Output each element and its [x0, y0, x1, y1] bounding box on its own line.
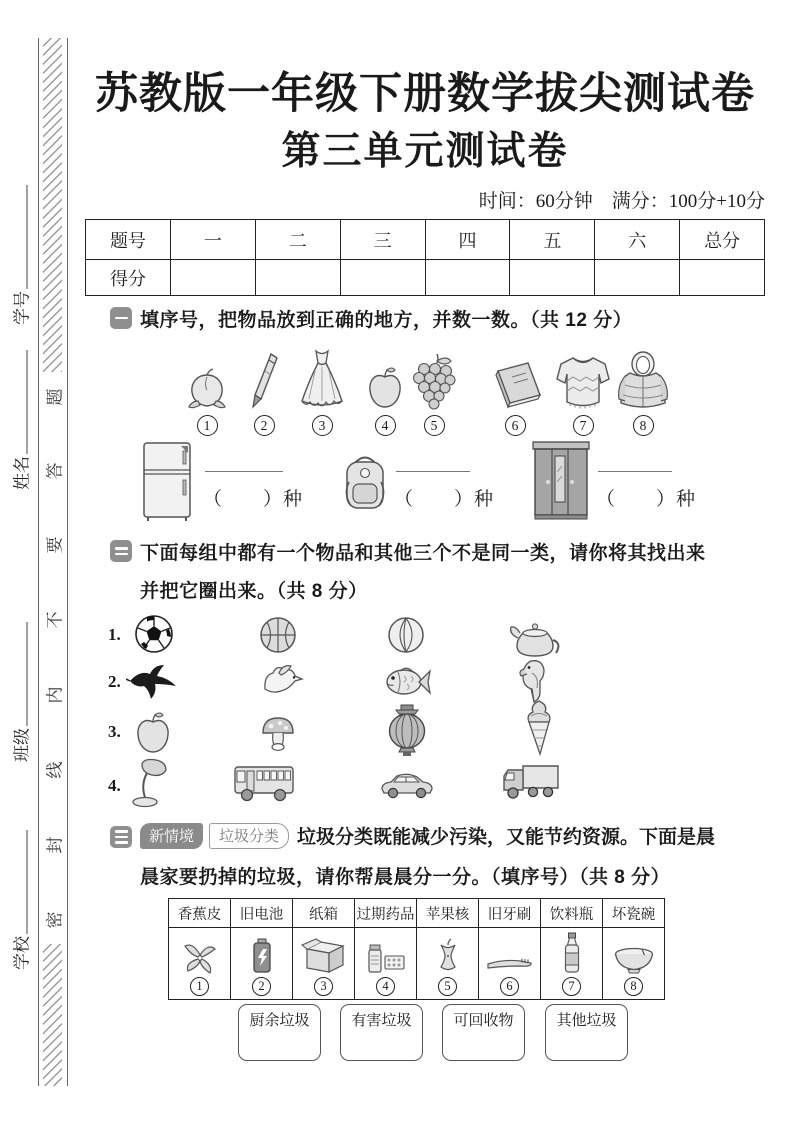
q1-item-number: 8 [633, 415, 654, 436]
q2-row-label: 1. [108, 625, 121, 644]
dress-icon [293, 349, 351, 411]
q1-item-number: 5 [424, 415, 445, 436]
seal-char: 封 [45, 836, 65, 854]
seal-hatch-bottom [43, 944, 62, 1086]
trash-name: 过期药品 [355, 899, 417, 928]
score-table-corner: 题号 [86, 220, 171, 260]
score-row-label: 得分 [86, 260, 171, 296]
bin-harmful-waste: 有害垃圾 [340, 1004, 423, 1061]
trash-name: 旧电池 [231, 899, 293, 928]
soccer-ball-icon [133, 613, 175, 655]
trash-number: 5 [438, 977, 457, 996]
trash-number: 8 [624, 977, 643, 996]
fridge-icon [138, 440, 196, 524]
topic-badge: 垃圾分类 [209, 823, 289, 849]
apple-icon [133, 710, 173, 756]
q1-item-number: 7 [573, 415, 594, 436]
score-col: 三 [340, 220, 425, 260]
trash-number: 7 [562, 977, 581, 996]
time-score-info: 时间：60分钟 满分：100分+10分 [478, 191, 765, 212]
q1-item-number: 3 [312, 415, 333, 436]
q1-answer-blank [598, 471, 672, 472]
student-id-blank [10, 185, 27, 289]
score-col: 六 [595, 220, 680, 260]
seal-hatch-top [43, 38, 62, 372]
class-label: 班级 [12, 728, 32, 762]
q1-item [607, 344, 679, 436]
score-cell-empty [680, 260, 765, 296]
q2-row-label: 4. [108, 776, 121, 795]
q3-text-line1: 垃圾分类既能减少污染，又能节约资源。下面是晨 [297, 827, 716, 848]
q3-text-line2: 晨家要扔掉的垃圾，请你帮晨晨分一分。（填序号）（共 8 分） [140, 867, 671, 888]
apple-core-icon [438, 938, 458, 974]
q1-count-label: （ ）种 [596, 489, 697, 510]
seal-char: 内 [45, 686, 65, 704]
trash-items-table [168, 898, 665, 1000]
notebook-icon [486, 357, 544, 411]
question-three-icon [110, 826, 132, 848]
seal-char: 要 [45, 536, 65, 554]
peach-icon [186, 365, 228, 411]
jacket-icon [615, 351, 671, 411]
desk-lamp-icon [130, 758, 172, 808]
q1-count-label: （ ）种 [394, 489, 495, 510]
new-context-badge: 新情境 [140, 823, 203, 849]
grapes-icon [410, 353, 458, 411]
score-cell-empty [340, 260, 425, 296]
pen-icon [249, 351, 279, 411]
paper-title: 苏教版一年级下册数学拔尖测试卷 [95, 70, 755, 118]
q1-answer-blank [396, 471, 470, 472]
seal-char: 题 [45, 388, 65, 406]
q1-item-number: 6 [505, 415, 526, 436]
q2-row-label: 3. [108, 722, 121, 741]
trash-number: 3 [314, 977, 333, 996]
q1-item [286, 344, 358, 436]
q1-count-label: （ ）种 [203, 489, 304, 510]
teapot-icon [508, 618, 562, 660]
toothbrush-icon [486, 954, 534, 974]
q1-text: 填序号，把物品放到正确的地方，并数一数。（共 12 分） [140, 310, 633, 331]
bin-other-waste: 其他垃圾 [545, 1004, 628, 1061]
q1-answer-blank [205, 471, 283, 472]
trash-number: 4 [376, 977, 395, 996]
q2-text-line2: 并把它圈出来。（共 8 分） [140, 581, 368, 602]
parrot-icon [515, 658, 551, 704]
class-field [8, 622, 33, 762]
seal-char: 答 [45, 462, 65, 480]
bin-recyclable: 可回收物 [442, 1004, 525, 1061]
sweater-icon [554, 353, 612, 411]
school-field [8, 830, 33, 970]
student-name-blank [10, 350, 27, 454]
score-col: 一 [170, 220, 255, 260]
score-col: 四 [425, 220, 510, 260]
backpack-icon [338, 448, 392, 516]
q1-item [398, 344, 470, 436]
question-one-icon [110, 307, 132, 329]
score-col: 二 [255, 220, 340, 260]
seal-line-strip [38, 38, 68, 1086]
score-col: 五 [510, 220, 595, 260]
q1-item [479, 344, 551, 436]
score-col: 总分 [680, 220, 765, 260]
trash-name: 饮料瓶 [541, 899, 603, 928]
fish-icon [384, 664, 432, 698]
trash-name: 香蕉皮 [169, 899, 231, 928]
expired-medicine-icon [365, 942, 407, 974]
q3-headline [140, 822, 715, 849]
trash-name: 苹果核 [417, 899, 479, 928]
score-cell-empty [510, 260, 595, 296]
question-two-icon [110, 540, 132, 562]
cardboard-box-icon [300, 938, 348, 974]
student-name-label: 姓名 [12, 456, 32, 490]
ice-cream-icon [526, 700, 552, 756]
basketball-icon [258, 615, 298, 655]
seal-char: 线 [45, 761, 65, 779]
bin-kitchen-waste: 厨余垃圾 [238, 1004, 321, 1061]
seal-char: 密 [45, 911, 65, 929]
school-blank [10, 830, 27, 934]
beach-ball-icon [386, 615, 426, 655]
dove-icon [258, 662, 304, 700]
trash-number: 1 [190, 977, 209, 996]
paper-subtitle: 第三单元测试卷 [281, 130, 569, 173]
student-id-field [8, 185, 33, 325]
score-cell-empty [170, 260, 255, 296]
bus-icon [232, 762, 298, 804]
battery-icon [250, 938, 274, 974]
car-icon [378, 770, 436, 800]
score-table [85, 219, 765, 296]
q2-text-line1: 下面每组中都有一个物品和其他三个不是同一类，请你将其找出来 [140, 543, 706, 564]
lantern-icon [386, 704, 428, 758]
class-blank [10, 622, 27, 726]
q1-item-number: 1 [197, 415, 218, 436]
q2-row-label: 2. [108, 672, 121, 691]
seal-char: 不 [45, 611, 65, 629]
trash-number: 6 [500, 977, 519, 996]
trash-name: 纸箱 [293, 899, 355, 928]
q1-item-number: 4 [375, 415, 396, 436]
trash-number: 2 [252, 977, 271, 996]
student-id-label: 学号 [12, 291, 32, 325]
banana-peel-icon [180, 940, 220, 974]
student-name-field [8, 350, 33, 490]
score-cell-empty [595, 260, 680, 296]
mushroom-icon [260, 714, 296, 752]
trash-name: 坏瓷碗 [603, 899, 665, 928]
score-cell-empty [255, 260, 340, 296]
broken-bowl-icon [613, 946, 655, 974]
swallow-icon [126, 663, 178, 701]
school-label: 学校 [12, 936, 32, 970]
wardrobe-icon [530, 440, 592, 522]
trash-name: 旧牙刷 [479, 899, 541, 928]
q1-item-number: 2 [254, 415, 275, 436]
score-cell-empty [425, 260, 510, 296]
drink-bottle-icon [561, 932, 583, 974]
truck-icon [500, 760, 562, 802]
